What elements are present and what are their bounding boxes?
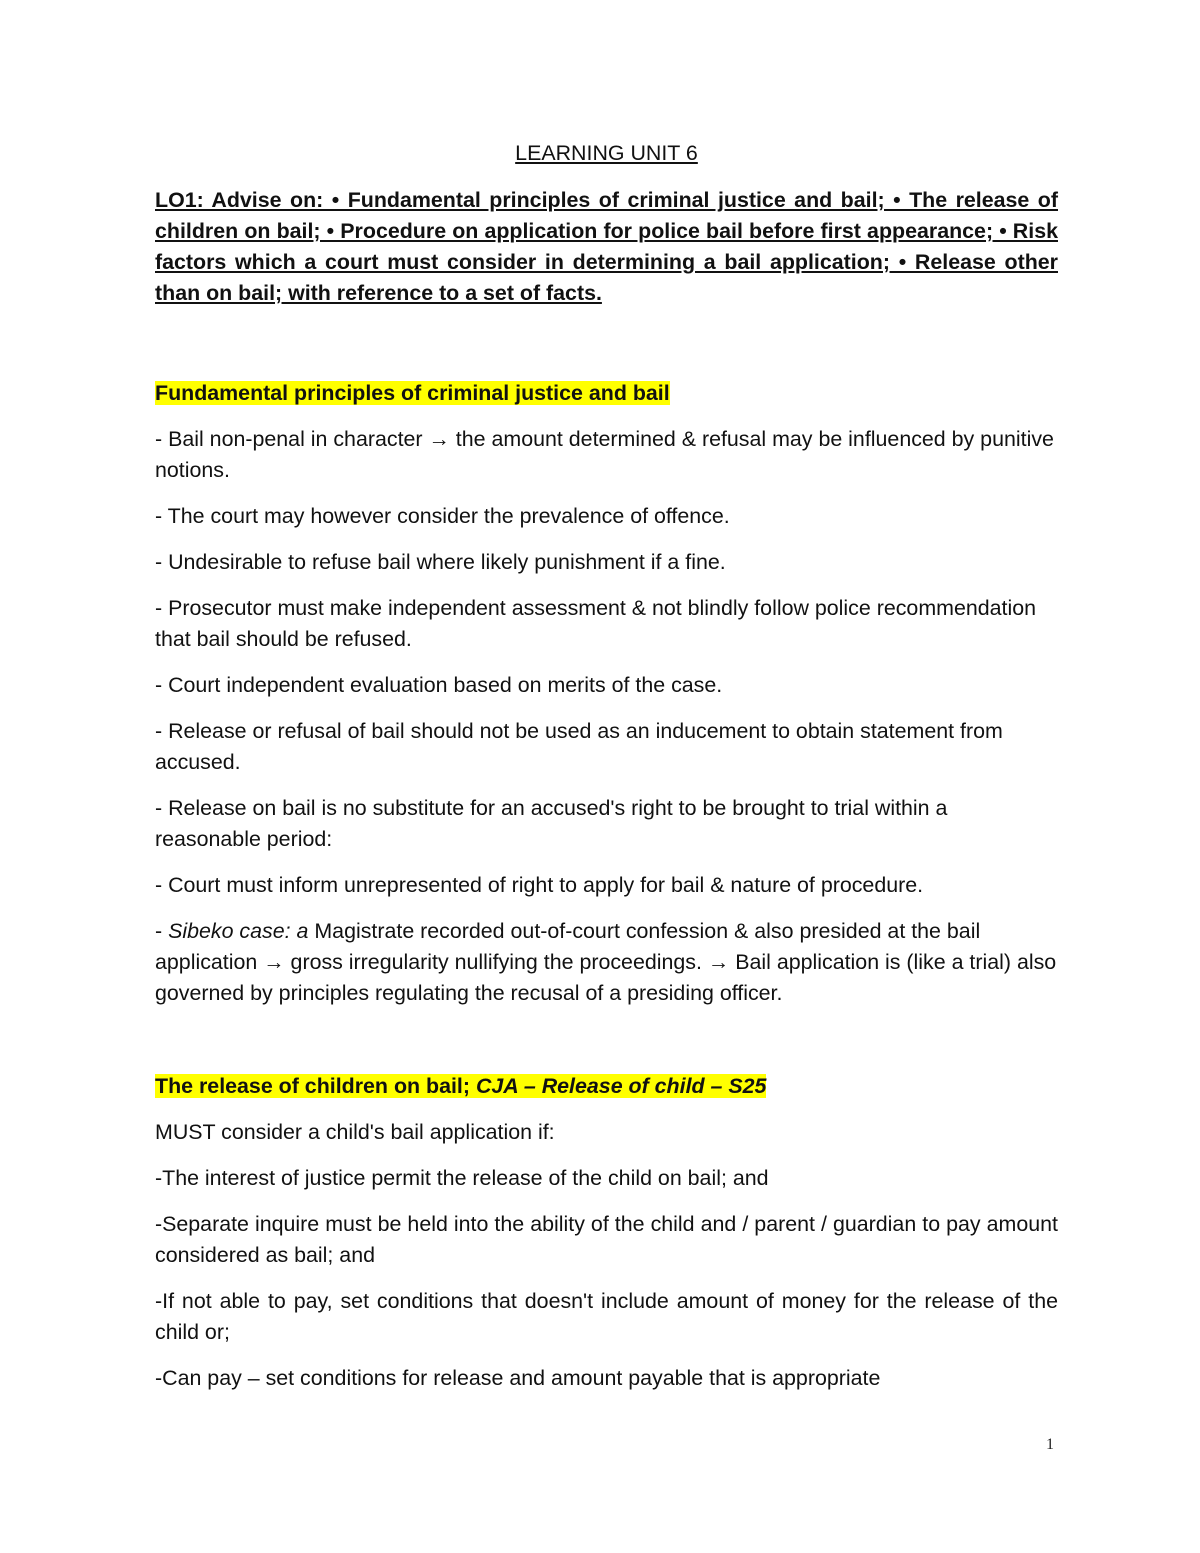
list-item: - Prosecutor must make independent assessment & not blindly follow police recommendation that bail should be refused. (155, 596, 1037, 651)
list-item: - Court independent evaluation based on merits of the case. (155, 673, 723, 697)
section-heading-principles (155, 378, 1058, 409)
sibeko-case-name: Sibeko case: a (168, 919, 309, 943)
sibeko-case-item (155, 916, 1058, 1009)
section-heading-children-main: The release of children on bail; (155, 1074, 476, 1098)
list-item: -The interest of justice permit the release of the child on bail; and (155, 1166, 769, 1190)
section-heading-children-text (155, 1074, 766, 1098)
list-item: - Court must inform unrepresented of right to apply for bail & nature of procedure. (155, 873, 924, 897)
list-item: -Can pay – set conditions for release and amount payable that is appropriate (155, 1366, 881, 1390)
list-item: -If not able to pay, set conditions that doesn't include amount of money for the release of the child or; (155, 1289, 1058, 1344)
list-item: - Release or refusal of bail should not be used as an inducement to obtain statement from accused. (155, 719, 1003, 774)
section-heading-children-italic: CJA – Release of child – S25 (475, 1074, 767, 1098)
list-item: - Undesirable to refuse bail where likely punishment if a fine. (155, 550, 726, 574)
section-heading-children (155, 1071, 1058, 1102)
learning-outcome: LO1: Advise on: • Fundamental principles of criminal justice and bail; • The release of children on bail; • Procedure on application for police bail before first appearance; • Risk factors which a court must consider in determining a bail application; • Release other than on bail; with reference to a set of facts. (155, 188, 1058, 305)
page-number: 1 (1046, 1436, 1054, 1453)
page-title: LEARNING UNIT 6 (515, 141, 698, 165)
list-item: - The court may however consider the prevalence of offence. (155, 504, 730, 528)
sibeko-prefix: - (155, 919, 169, 943)
section-intro: MUST consider a child's bail application if: (155, 1120, 555, 1144)
section-heading-principles-text: Fundamental principles of criminal justice and bail (155, 381, 670, 405)
sibeko-case-text: Magistrate recorded out-of-court confession & also presided at the bail application → gross irregularity nullifying the proceedings. → Bail application is (like a trial) also governed by principles regulating the recusal of a presiding officer. (155, 919, 1057, 1005)
list-item: -Separate inquire must be held into the ability of the child and / parent / guardian to pay amount considered as bail; and (155, 1212, 1058, 1267)
list-item: - Release on bail is no substitute for an accused's right to be brought to trial within a reasonable period: (155, 796, 948, 851)
list-item: - Bail non-penal in character → the amount determined & refusal may be influenced by punitive notions. (155, 427, 1054, 482)
document-page (155, 138, 1058, 1394)
